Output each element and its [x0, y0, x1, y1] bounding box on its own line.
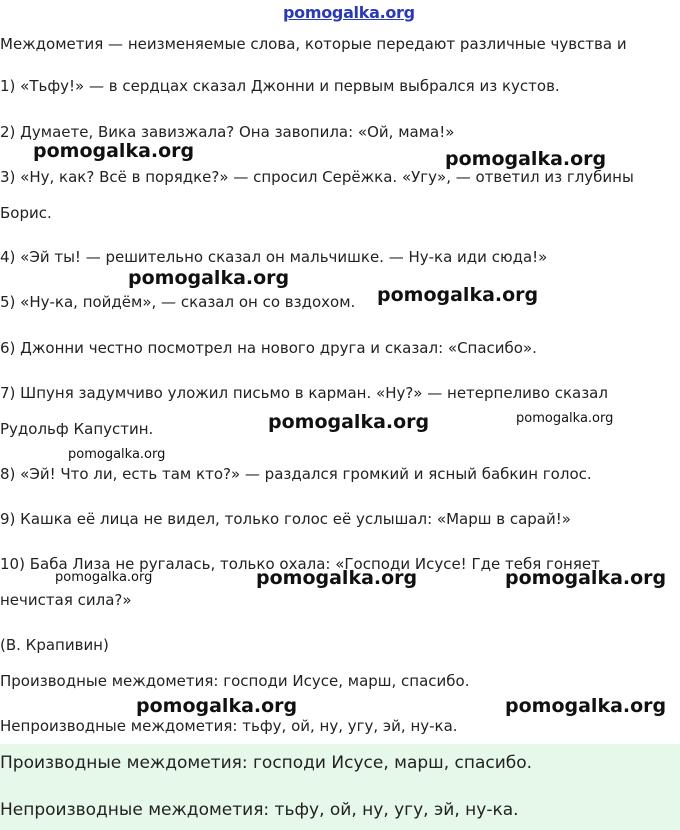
watermark: pomogalka.org — [33, 140, 195, 162]
watermark: pomogalka.org — [136, 695, 298, 717]
sentence-3: 3) «Ну, как? Всё в порядке?» — спросил Серёжка. «Угу», — ответил из глубины — [0, 168, 634, 186]
watermark: pomogalka.org — [268, 411, 430, 433]
header-watermark-link[interactable]: pomogalka.org — [283, 3, 415, 22]
sentence-2: 2) Думаете, Вика завизжала? Она завопила: «Ой, мама!» — [0, 123, 455, 141]
sentence-3-cont: Борис. — [0, 204, 52, 222]
watermark: pomogalka.org — [377, 284, 539, 306]
sentence-7: 7) Шпуня задумчиво уложил письмо в карман. «Ну?» — нетерпеливо сказал — [0, 384, 608, 402]
watermark: pomogalka.org — [505, 695, 667, 717]
sentence-4: 4) «Эй ты! — решительно сказал он мальчишке. — Ну-ка иди сюда!» — [0, 248, 548, 266]
watermark: pomogalka.org — [445, 148, 607, 170]
watermark: pomogalka.org — [505, 567, 667, 589]
sentence-10-cont: нечистая сила?» — [0, 591, 132, 609]
watermark: pomogalka.org — [516, 411, 614, 426]
sentence-8: 8) «Эй! Что ли, есть там кто?» — раздался громкий и ясный бабкин голос. — [0, 465, 592, 483]
non-derived-interjections: Непроизводные междометия: тьфу, ой, ну, угу, эй, ну-ка. — [0, 717, 458, 735]
sentence-5: 5) «Ну-ка, пойдём», — сказал он со вздохом. — [0, 293, 356, 311]
sentence-10: 10) Баба Лиза не ругалась, только охала: «Господи Исусе! Где тебя гоняет — [0, 555, 600, 573]
sentence-1: 1) «Тьфу!» — в сердцах сказал Джонни и первым выбрался из кустов. — [0, 77, 560, 95]
author-credit: (В. Крапивин) — [0, 636, 109, 654]
answer-box — [0, 744, 680, 830]
watermark: pomogalka.org — [68, 447, 166, 462]
sentence-7-cont: Рудольф Капустин. — [0, 420, 154, 438]
sentence-9: 9) Кашка её лица не видел, только голос её услышал: «Марш в сарай!» — [0, 510, 571, 528]
watermark: pomogalka.org — [55, 570, 153, 585]
sentence-6: 6) Джонни честно посмотрел на нового друга и сказал: «Спасибо». — [0, 339, 537, 357]
intro-text: Междометия — неизменяемые слова, которые передают различные чувства и — [0, 35, 627, 53]
derived-interjections: Производные междометия: господи Исусе, марш, спасибо. — [0, 672, 470, 690]
watermark: pomogalka.org — [128, 267, 290, 289]
answer-non-derived: Непроизводные междометия: тьфу, ой, ну, угу, эй, ну-ка. — [0, 800, 519, 820]
answer-derived: Производные междометия: господи Исусе, марш, спасибо. — [0, 753, 533, 773]
watermark: pomogalka.org — [256, 567, 418, 589]
